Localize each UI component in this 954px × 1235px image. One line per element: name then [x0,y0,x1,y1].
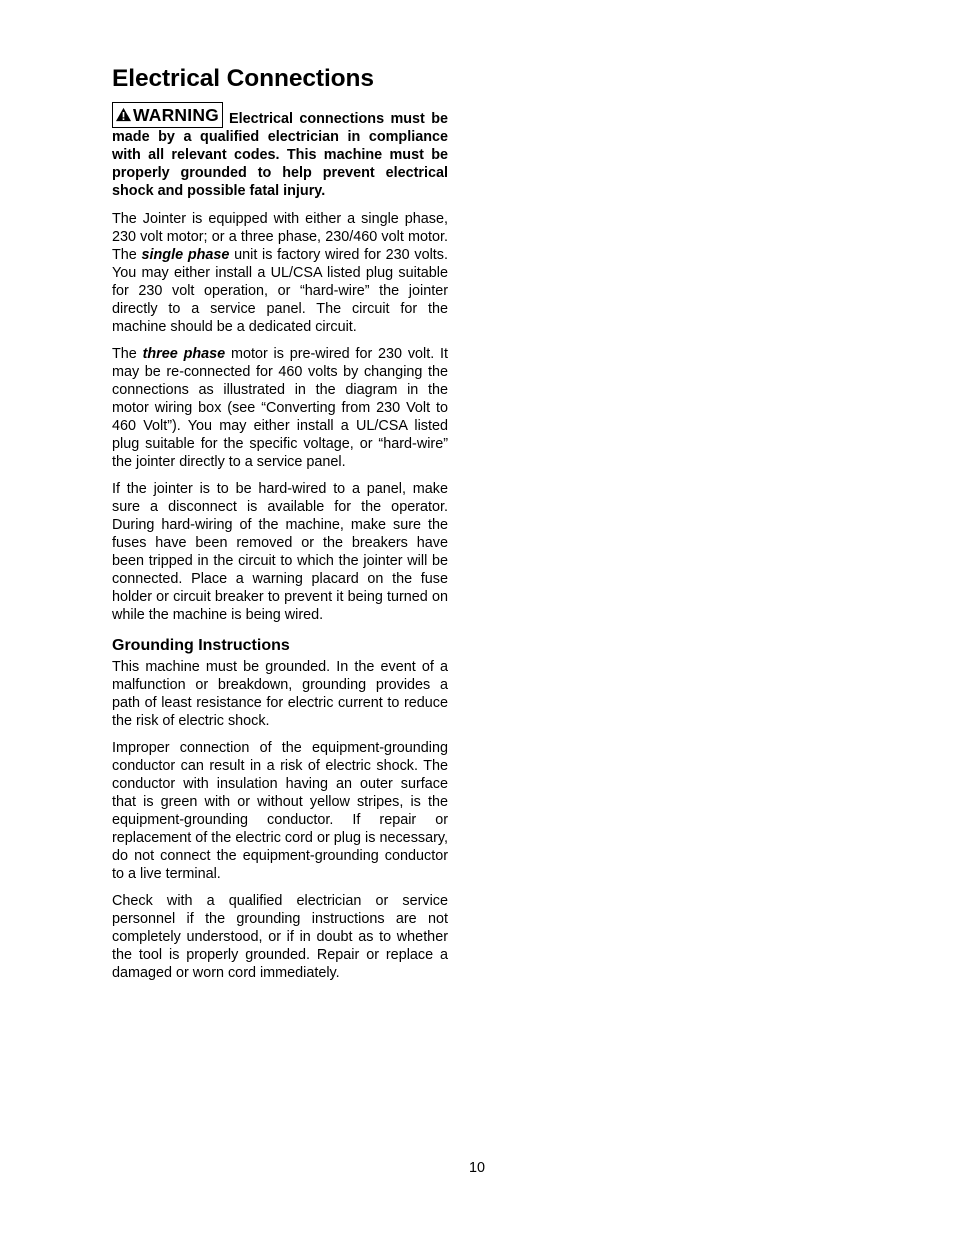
paragraph-text: unit is factory wired for 230 volts. You may either install a UL/CSA listed plug suitable for 230 volt operation, or “hard-wire” the jointer directly to a service panel. The circuit for the machine should be a dedicated circuit. [112,247,448,335]
warning-text: Electrical connections must be made by a qualified electrician in compliance with all relevant codes. This machine must be properly grounded to help prevent electrical shock and possible fatal injury. [112,111,448,199]
page-title: Electrical Connections [112,65,374,92]
paragraph-hard-wire: If the jointer is to be hard-wired to a panel, make sure a disconnect is available for the operator. During hard-wiring of the machine, make sure the fuses have been removed or the breakers have been tripped in the circuit to which the jointer will be connected. Place a warning placard on the fuse holder or circuit breaker to prevent it being turned on while the machine is being wired. [112,481,448,623]
paragraph-text: The [112,346,143,362]
paragraph-three-phase [112,345,448,471]
warning-notice [112,102,448,200]
warning-triangle-icon [115,107,132,122]
paragraph-motor-options [112,210,448,336]
paragraph-grounding-conductor: Improper connection of the equipment-grounding conductor can result in a risk of electric shock. The conductor with insulation having an outer surface that is green with or without yellow stripes, is the equipment-grounding conductor. If repair or replacement of the electric cord or plug is necessary, do not connect the equipment-grounding conductor to a live terminal. [112,740,448,882]
paragraph-text: The Jointer is equipped with either a single phase, 230 volt motor; or a three phase, 230/460 volt motor. The [112,211,448,263]
emphasis-single-phase: single phase [141,247,230,263]
text-column [112,62,448,991]
page-number: 10 [468,1160,485,1176]
paragraph-text: motor is pre-wired for 230 volt. It may be re-connected for 460 volts by changing the connections as illustrated in the diagram in the motor wiring box (see “Converting from 230 Volt to 460 Volt”). You may either install a UL/CSA listed plug suitable for the specific voltage, or “hard-wire” the jointer directly to a service panel. [112,346,449,470]
paragraph-grounding-check: Check with a qualified electrician or service personnel if the grounding instructions are not completely understood, or if in doubt as to whether the tool is properly grounded. Repair or replace a damaged or worn cord immediately. [112,893,448,981]
warning-label: WARNING [133,105,219,125]
warning-badge [112,102,223,128]
paragraph-grounding-required: This machine must be grounded. In the event of a malfunction or breakdown, grounding provides a path of least resistance for electric current to reduce the risk of electric shock. [112,659,448,729]
emphasis-three-phase: three phase [142,346,226,362]
section-heading-grounding: Grounding Instructions [112,637,290,654]
